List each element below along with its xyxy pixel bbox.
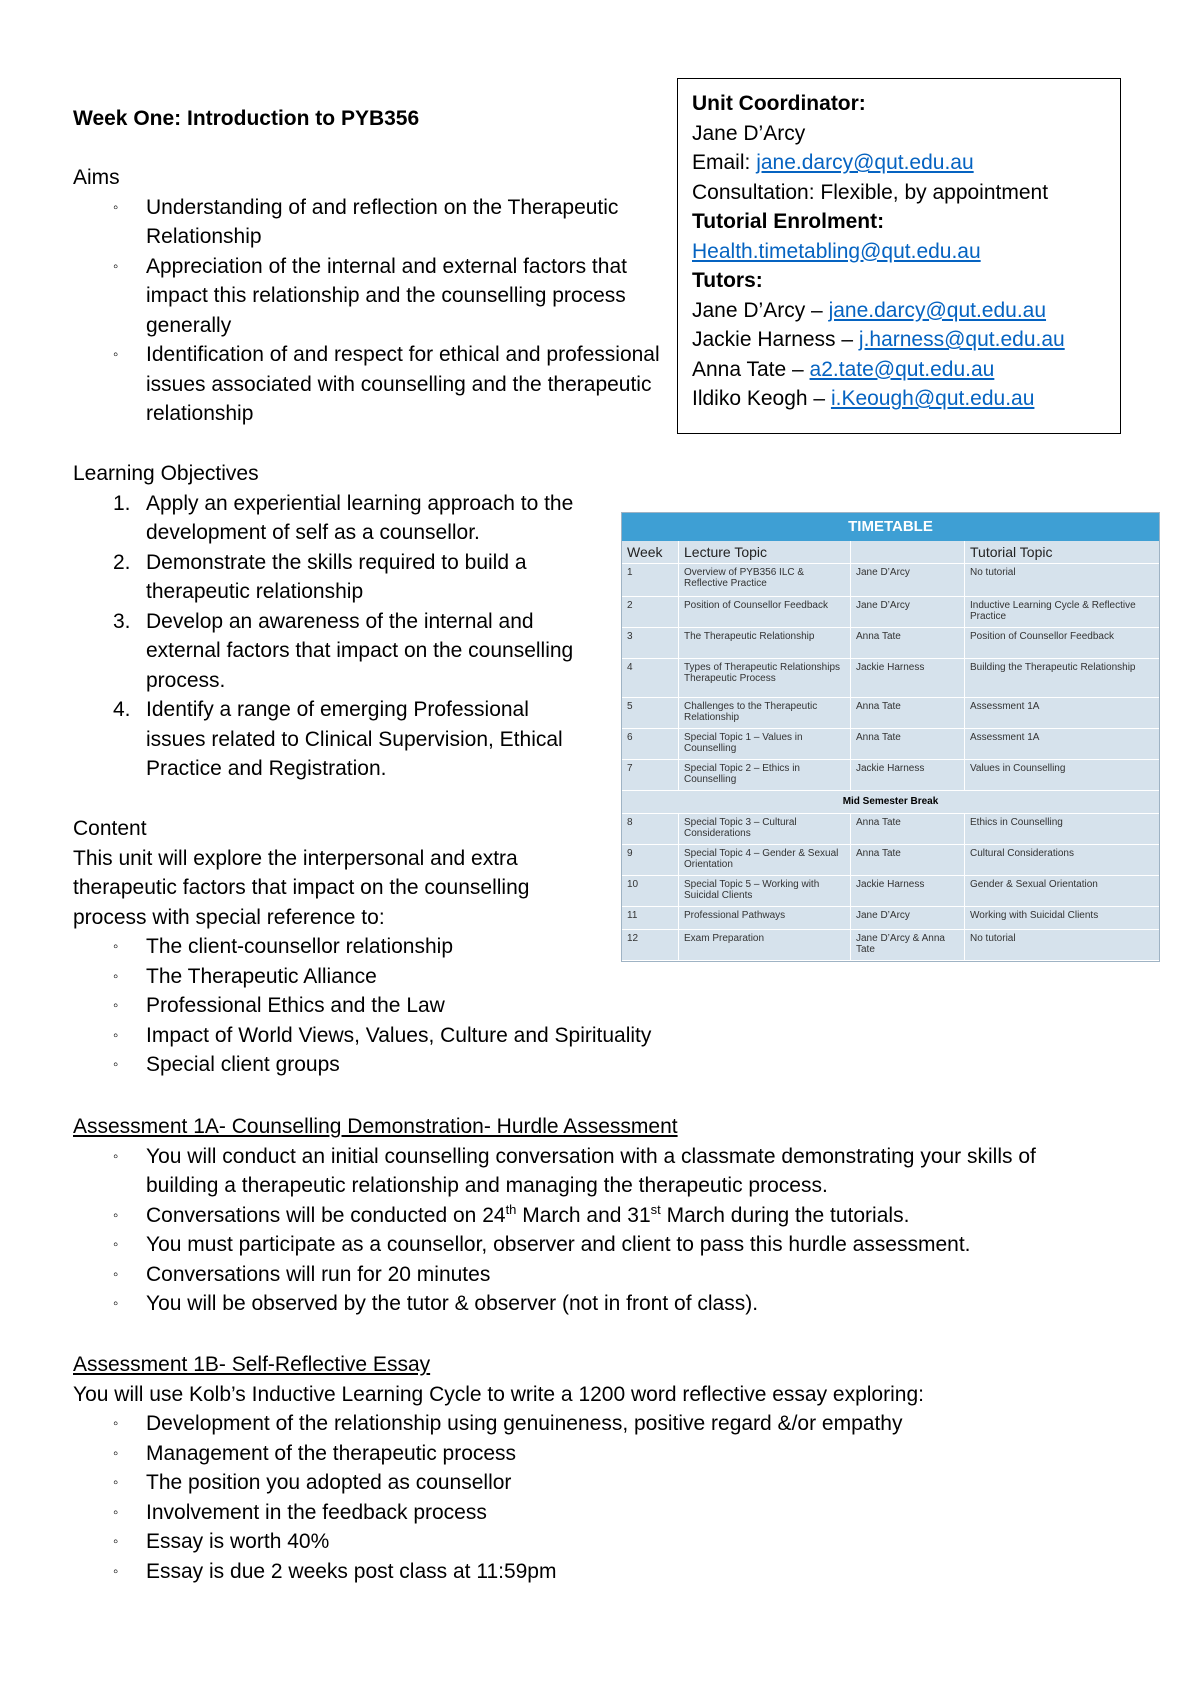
list-item (73, 695, 593, 784)
email-label: Email: (692, 151, 757, 174)
table-cell-tutorial: Assessment 1A (970, 701, 1040, 712)
table-cell-lecture: Professional Pathways (679, 907, 851, 929)
table-row (622, 845, 1159, 876)
column-header: Tutorial Topic (970, 544, 1053, 560)
objectives-section (73, 459, 593, 784)
list-item: ◦ The position you adopted as counsellor (73, 1468, 1113, 1498)
table-cell-week: 8 (622, 814, 679, 844)
table-cell-lecturer: Jackie Harness (851, 760, 965, 790)
table-cell-lecturer: Jane D’Arcy (851, 564, 965, 596)
table-cell-lecture: Special Topic 4 – Gender & Sexual Orientation (679, 845, 851, 875)
table-cell-lecturer: Anna Tate (851, 729, 965, 759)
list-item-text: Apply an experiential learning approach to the development of self as a counsellor. (146, 491, 574, 544)
table-cell-tutorial: No tutorial (970, 567, 1016, 578)
table-cell-lecture: Special Topic 1 – Values in Counselling (679, 729, 851, 759)
table-cell-lecturer: Anna Tate (851, 845, 965, 875)
list-item-text: March and 31 (516, 1203, 651, 1227)
table-cell-week: 5 (622, 698, 679, 728)
list-number: 1. (113, 491, 131, 515)
table-cell-tutorial: Values in Counselling (970, 763, 1066, 774)
table-cell-week: 2 (622, 597, 679, 627)
table-row (622, 564, 1159, 597)
aims-section (73, 163, 663, 429)
table-cell-week: 3 (622, 628, 679, 658)
table-row (622, 930, 1159, 961)
list-number: 2. (113, 550, 131, 574)
table-cell-tutorial: Working with Suicidal Clients (970, 910, 1099, 921)
table-cell-week: 4 (622, 659, 679, 697)
table-cell-lecture: Types of Therapeutic Relationships Therapeutic Process (679, 659, 851, 697)
list-item: ◦ Professional Ethics and the Law (73, 991, 773, 1021)
ordinal-suffix: st (650, 1201, 661, 1217)
timetable-header-row (622, 541, 1159, 564)
list-item-text: March during the tutorials. (660, 1203, 910, 1227)
list-item-text: Conversations will be conducted on 24 (146, 1203, 506, 1227)
list-item: ◦ Essay is due 2 weeks post class at 11:59pm (73, 1557, 1113, 1587)
list-item (73, 1201, 1113, 1231)
list-item (73, 548, 593, 607)
list-item: ◦ The client-counsellor relationship (73, 932, 773, 962)
table-cell-tutorial: Gender & Sexual Orientation (970, 879, 1098, 890)
timetable-title: TIMETABLE (622, 513, 1159, 541)
table-cell-tutorial: Assessment 1A (970, 732, 1040, 743)
table-cell-tutorial: No tutorial (970, 933, 1016, 944)
aims-heading: Aims (73, 166, 120, 189)
list-item: ◦ Impact of World Views, Values, Culture and Spirituality (73, 1021, 773, 1051)
ordinal-suffix: th (505, 1201, 517, 1217)
assessment-1a-heading: Assessment 1A- Counselling Demonstration- Hurdle Assessment (73, 1115, 678, 1138)
tutor-line (692, 325, 1106, 355)
tutor-name: Anna Tate – (692, 357, 810, 381)
list-item-text: Identify a range of emerging Professional issues related to Clinical Supervision, Ethical Practice and Registration. (146, 698, 563, 780)
assessment-1b-intro: You will use Kolb’s Inductive Learning Cycle to write a 1200 word reflective essay exploring: (73, 1382, 924, 1406)
list-item: ◦ Management of the therapeutic process (73, 1439, 1113, 1469)
assessment-1b-section (73, 1350, 1113, 1586)
list-number: 3. (113, 609, 131, 633)
table-cell-lecture: Overview of PYB356 ILC & Reflective Practice (679, 564, 851, 596)
tutor-email-link[interactable]: jane.darcy@qut.edu.au (828, 298, 1047, 322)
list-item: ◦ You will be observed by the tutor & observer (not in front of class). (73, 1289, 1113, 1319)
column-header: Lecture Topic (679, 541, 851, 563)
consultation-text: Consultation: Flexible, by appointment (692, 180, 1049, 204)
list-item: ◦ Appreciation of the internal and external factors that impact this relationship and the counselling process generally (73, 252, 663, 341)
table-cell-lecture: Special Topic 5 – Working with Suicidal Clients (679, 876, 851, 906)
table-cell-week: 7 (622, 760, 679, 790)
table-cell-lecture: Position of Counsellor Feedback (679, 597, 851, 627)
coordinator-email-line (692, 148, 1106, 178)
coordinator-label: Unit Coordinator: (692, 92, 866, 115)
tutors-label: Tutors: (692, 269, 763, 292)
timetable-body-a (622, 564, 1159, 791)
tutor-email-link[interactable]: i.Keough@qut.edu.au (830, 387, 1035, 410)
list-item: ◦ Identification of and respect for ethical and professional issues associated with counselling and the therapeutic relationship (73, 340, 663, 429)
table-row (622, 760, 1159, 791)
table-row (622, 628, 1159, 659)
table-cell-lecture: Challenges to the Therapeutic Relationship (679, 698, 851, 728)
tutor-name: Ildiko Keogh – (692, 387, 831, 410)
table-cell-lecturer: Jackie Harness (851, 659, 965, 697)
page-title: Week One: Introduction to PYB356 (73, 107, 420, 130)
table-cell-week: 9 (622, 845, 679, 875)
coordinator-box (677, 78, 1121, 434)
list-item: ◦ The Therapeutic Alliance (73, 962, 773, 992)
table-cell-tutorial: Cultural Considerations (970, 848, 1074, 859)
table-cell-lecturer: Anna Tate (851, 814, 965, 844)
timetable-body-b (622, 814, 1159, 961)
column-header: Week (622, 541, 679, 563)
aims-list (0, 193, 663, 429)
table-cell-lecturer: Jane D’Arcy (851, 597, 965, 627)
content-heading: Content (73, 817, 147, 840)
list-item: ◦ Development of the relationship using genuineness, positive regard &/or empathy (73, 1409, 1113, 1439)
list-item: ◦ You will conduct an initial counselling conversation with a classmate demonstrating your skills of building a therapeutic relationship and managing the therapeutic process. (73, 1142, 1113, 1201)
table-cell-week: 12 (622, 930, 679, 960)
list-item-text: Develop an awareness of the internal and external factors that impact on the counselling process. (146, 609, 574, 692)
table-row (622, 698, 1159, 729)
column-header (851, 541, 965, 563)
table-cell-week: 10 (622, 876, 679, 906)
table-row (622, 659, 1159, 698)
tutor-email-link[interactable]: j.harness@qut.edu.au (858, 328, 1065, 351)
mid-semester-break: Mid Semester Break (622, 791, 1159, 814)
tutor-name: Jackie Harness – (692, 328, 859, 351)
list-item (73, 489, 593, 548)
list-item: ◦ You must participate as a counsellor, observer and client to pass this hurdle assessment. (73, 1230, 1113, 1260)
table-cell-week: 1 (622, 564, 679, 596)
table-cell-week: 11 (622, 907, 679, 929)
list-item: ◦ Conversations will run for 20 minutes (73, 1260, 1113, 1290)
table-cell-week: 6 (622, 729, 679, 759)
table-cell-lecture: Special Topic 2 – Ethics in Counselling (679, 760, 851, 790)
enrolment-email-link[interactable]: Health.timetabling@qut.edu.au (692, 239, 981, 263)
assessment-1a-list (0, 1142, 1113, 1319)
tutor-line (692, 296, 1106, 326)
objectives-list (0, 489, 593, 784)
table-cell-lecturer: Jane D’Arcy & Anna Tate (851, 930, 965, 960)
table-row (622, 814, 1159, 845)
coordinator-name: Jane D’Arcy (692, 121, 806, 145)
table-cell-lecturer: Jackie Harness (851, 876, 965, 906)
list-item: ◦ Special client groups (73, 1050, 773, 1080)
tutor-name: Jane D’Arcy – (692, 298, 829, 322)
table-cell-lecture: Exam Preparation (679, 930, 851, 960)
content-intro: This unit will explore the interpersonal and extra therapeutic factors that impact on the counselling process with special reference to: (73, 846, 530, 929)
tutor-line (692, 384, 1106, 414)
table-row (622, 876, 1159, 907)
list-item: ◦ Involvement in the feedback process (73, 1498, 1113, 1528)
list-item: ◦ Understanding of and reflection on the Therapeutic Relationship (73, 193, 663, 252)
table-cell-lecture: Special Topic 3 – Cultural Considerations (679, 814, 851, 844)
table-cell-tutorial: Building the Therapeutic Relationship (970, 662, 1136, 673)
list-item (73, 607, 593, 696)
table-cell-lecturer: Anna Tate (851, 698, 965, 728)
table-cell-tutorial: Ethics in Counselling (970, 817, 1063, 828)
assessment-1a-section (73, 1112, 1113, 1319)
tutor-line (692, 355, 1106, 385)
table-cell-lecturer: Anna Tate (851, 628, 965, 658)
table-cell-lecture: The Therapeutic Relationship (679, 628, 851, 658)
table-row (622, 597, 1159, 628)
table-cell-tutorial: Inductive Learning Cycle & Reflective Practice (970, 600, 1136, 622)
assessment-1b-list (0, 1409, 1113, 1586)
list-number: 4. (113, 698, 131, 721)
tutor-email-link[interactable]: a2.tate@qut.edu.au (809, 357, 995, 381)
table-cell-lecturer: Jane D’Arcy (851, 907, 965, 929)
table-row (622, 907, 1159, 930)
enrolment-label: Tutorial Enrolment: (692, 210, 885, 233)
objectives-heading: Learning Objectives (73, 462, 259, 485)
timetable (621, 512, 1160, 962)
assessment-1b-heading: Assessment 1B- Self-Reflective Essay (73, 1353, 431, 1376)
list-item-text: Demonstrate the skills required to build a therapeutic relationship (146, 550, 527, 603)
table-row (622, 729, 1159, 760)
table-cell-tutorial: Position of Counsellor Feedback (970, 631, 1114, 642)
coordinator-email-link[interactable]: jane.darcy@qut.edu.au (756, 151, 974, 174)
list-item: ◦ Essay is worth 40% (73, 1527, 1113, 1557)
